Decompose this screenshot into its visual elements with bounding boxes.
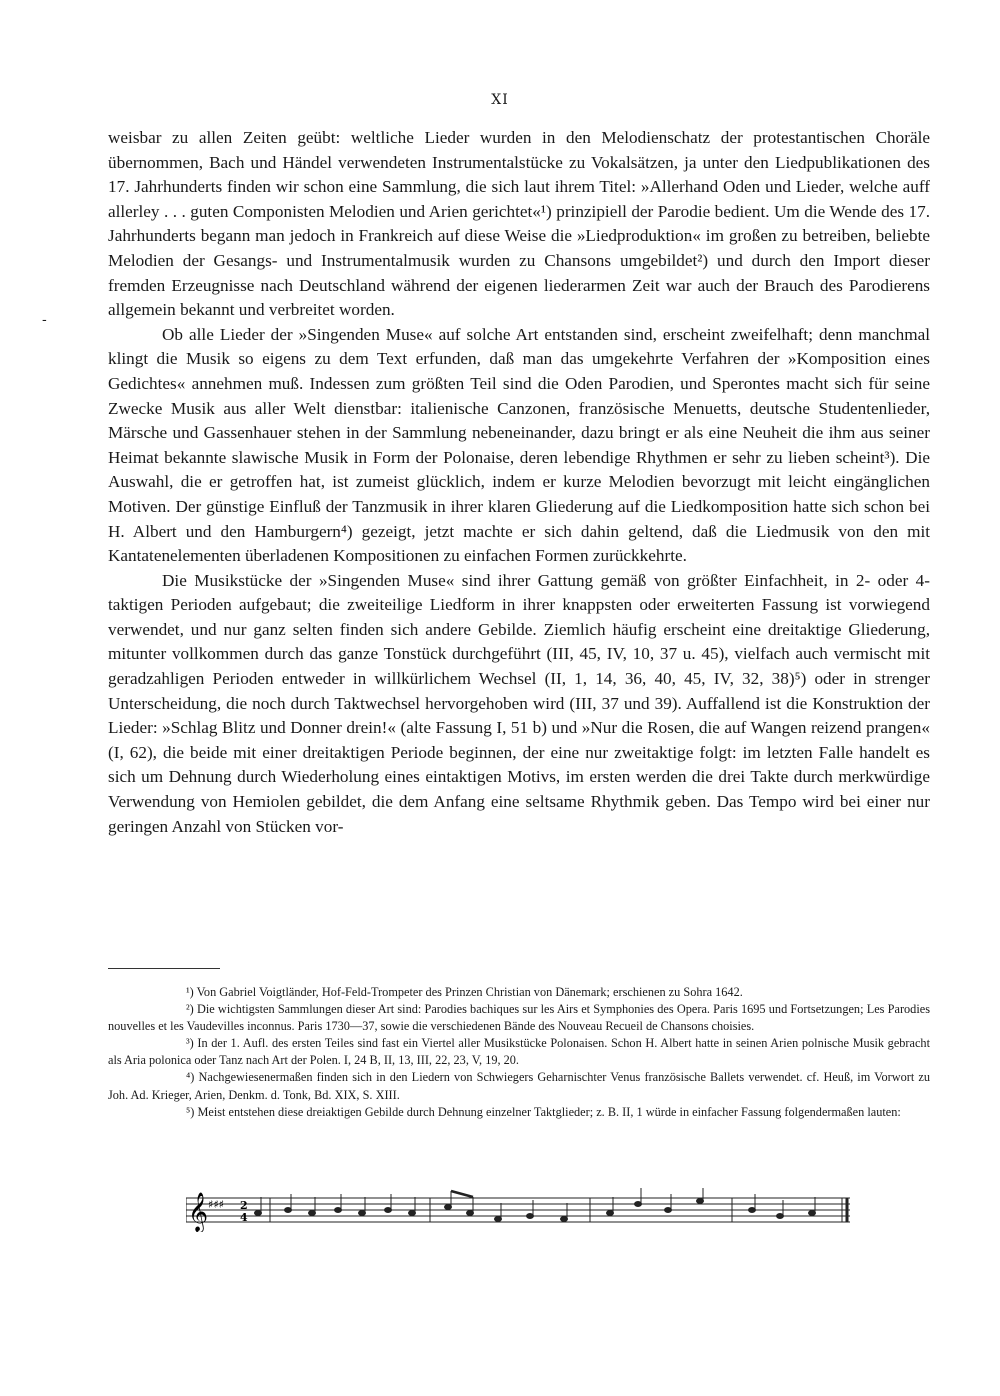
footnote-2: ²) Die wichtigsten Sammlungen dieser Art sind: Parodies bachiques sur les Airs et Symphonies des Opera. Paris 1695 und Fortsetzungen; Les Parodies nouvelles et les Vaudevilles inconnus. Paris 1730—37, sowie die verschiedenen Bände des Nouveau Recueil de Chansons choisies. bbox=[108, 1002, 930, 1034]
footnote-4: ⁴) Nachgewiesenermaßen finden sich in den Liedern von Schwiegers Geharnischter Venus französische Ballets verwendet. cf. Heuß, im Vorwort zu Joh. Ad. Krieger, Arien, Denkm. d. Tonk, Bd. XIX, S. XIII. bbox=[108, 1070, 930, 1102]
paragraph-1: weisbar zu allen Zeiten geübt: weltliche Lieder wurden in den Melodienschatz der protestantischen Choräle übernommen, Bach und Händel verwendeten Instrumentalstücke zu Vokalsätzen, ja unter den Liedpublikationen des 17. Jahrhunderts finden wir schon eine Sammlung, die sich laut ihrem Titel: »Allerhand Oden und Lieder, welche auff allerley . . . guten Componisten Melodien und Arien gerichtet«¹) prinzipiell der Parodie bedient. Um die Wende des 17. Jahrhunderts begann man jedoch in Frankreich auf diese Weise die »Liedproduktion« im großen zu betreiben, beliebte Melodien der Gesangs- und Instrumentalmusik wurden zu Chansons umgebildet²) und durch den Import dieser fremden Erzeugnisse nach Deutschland während der eigenen liederarmen Zeit war auch der Brauch des Parodierens allgemein bekannt und verbreitet worden. bbox=[108, 128, 930, 320]
footnotes bbox=[108, 984, 930, 1121]
time-signature-bottom: 4 bbox=[240, 1211, 248, 1224]
time-signature-top: 2 bbox=[240, 1199, 248, 1212]
footnote-1: ¹) Von Gabriel Voigtländer, Hof-Feld-Trompeter des Prinzen Christian von Dänemark; erschienen zu Sohra 1642. bbox=[186, 985, 743, 999]
key-signature: ♯♯♯ bbox=[208, 1198, 224, 1211]
paragraph-2: Ob alle Lieder der »Singenden Muse« auf solche Art entstanden sind, erscheint zweifelhaft; denn manchmal klingt die Musik so eigens zu dem Text erfunden, daß man das umgekehrte Verfahren der »Komposition eines Gedichtes« annehmen muß. Indessen zum größten Teil sind die Oden Parodien, und Sperontes macht sich für seine Zwecke Musik aus aller Welt dienstbar: italienische Canzonen, französische Menuetts, deutsche Studentenlieder, Märsche und Gassenhauer stehen in der Sammlung nebeneinander, dazu bringt er als eine Neuheit die ihm aus seiner Heimat bekannte slawische Musik in Form der Polonaise, deren lebendige Rhythmen er sehr zu lieben scheint³). Die Auswahl, die er getroffen hat, ist zumeist glücklich, indem er kurze Melodien bevorzugt mit leicht eingänglichen Motiven. Der günstige Einfluß der Tanzmusik in ihrer klaren Gliederung auf die Liedkomposition hatte sich schon bei H. Albert und den Hamburgern⁴) gezeigt, jetzt machte er sich dahin geltend, daß die Liedmusik von den mit Kantatenelementen überladenen Kompositionen zu einfachen Formen zurückkehrte. bbox=[108, 324, 930, 566]
main-text bbox=[108, 126, 930, 839]
margin-mark: - bbox=[42, 312, 47, 328]
footnote-divider bbox=[108, 968, 220, 969]
footnote-5: ⁵) Meist entstehen diese dreiaktigen Gebilde durch Dehnung einzelner Taktglieder; z. B. II, 1 würde in einfacher Fassung folgendermaßen lauten: bbox=[186, 1104, 901, 1119]
treble-clef-icon: 𝄞 bbox=[188, 1192, 209, 1232]
music-example bbox=[186, 1188, 850, 1232]
page-number: XI bbox=[491, 92, 509, 108]
footnote-3: ³) In der 1. Aufl. des ersten Teiles sind fast ein Viertel aller Musikstücke Polonaisen. Schon H. Albert hatte in seinen Arien polnische Musik gebracht als Aria polonica oder Tanz nach Art der Polen. I, 24 B, II, 13, III, 22, 23, V, 19, 20. bbox=[108, 1036, 930, 1068]
paragraph-3: Die Musikstücke der »Singenden Muse« sind ihrer Gattung gemäß von größter Einfachheit, in 2- oder 4-taktigen Perioden aufgebaut; die zweiteilige Liedform in ihrer knappsten oder erweiterten Fassung ist vorwiegend verwendet, und nur ganz selten finden sich andere Gebilde. Ziemlich häufig erscheint eine dreitaktige Gliederung, mitunter vollkommen durch das ganze Tonstück durchgeführt (III, 45, IV, 10, 37 u. 45), vielfach auch vermischt mit geradzahligen Perioden entweder in willkürlichem Wechsel (II, 1, 14, 36, 40, 45, IV, 32, 38)⁵) oder in strenger Unterscheidung, die noch durch Taktwechsel hervorgehoben wird (III, 37 und 39). Auffallend ist die Konstruktion der Lieder: »Schlag Blitz und Donner drein!« (alte Fassung I, 51 b) und »Nur die Rosen, die auf Wangen reizend prangen« (I, 62), die beide mit einer dreitaktigen Periode beginnen, der eine nur zweitaktige folgt: im letzten Falle handelt es sich um Dehnung durch Wiederholung eines eintaktigen Motivs, im ersten werden die drei Takte durch merkwürdige Verwendung von Hemiolen gebildet, die dem Anfang eine seltsame Rhythmik geben. Das Tempo wird bei einer nur geringen Anzahl von Stücken vor- bbox=[108, 570, 930, 836]
